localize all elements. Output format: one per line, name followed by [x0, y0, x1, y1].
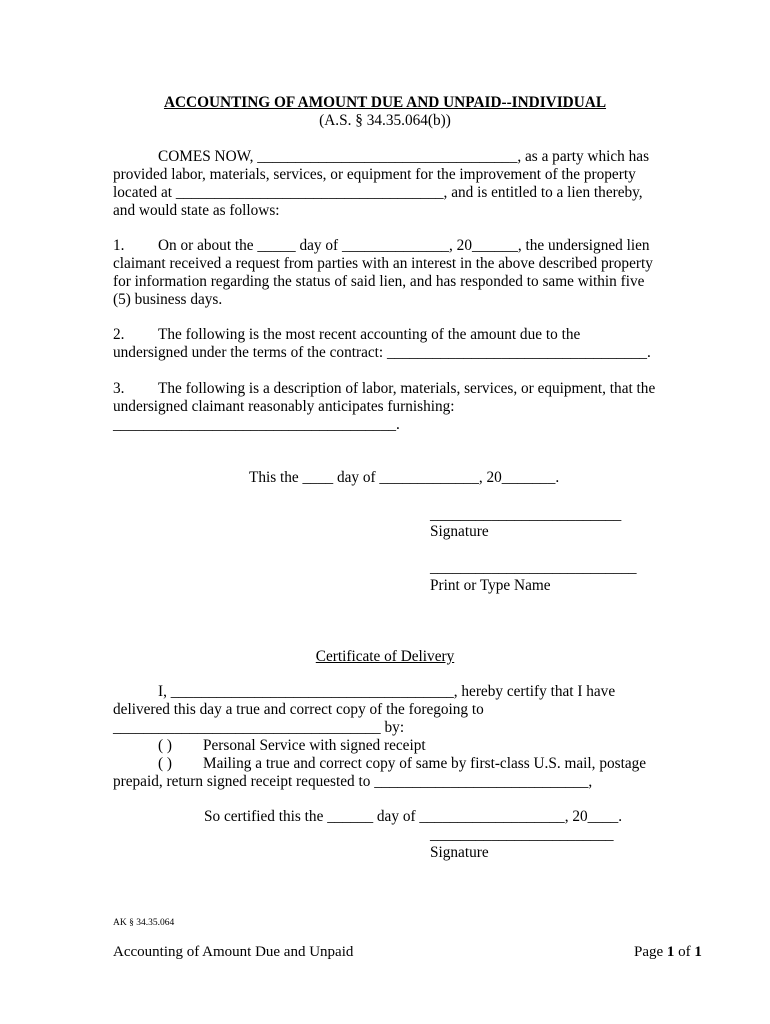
option-mail-text: Mailing a true and correct copy of same by first-class U.S. mail, postage [203, 755, 647, 772]
certified-date-line: So certified this the ______ day of ___________________, 20____. [204, 808, 623, 825]
item-1 [113, 237, 658, 309]
item-1-text: On or about the _____ day of ______________, 20______, the undersigned lien claimant received a request from parties with an interest in the above described property for information regarding the status of said lien, and has responded to same within five (5) business days. [113, 237, 653, 308]
certificate-heading: Certificate of Delivery [315, 648, 455, 665]
item-1-number: 1. [113, 237, 125, 254]
signature-label: Signature [430, 523, 489, 540]
footer-document-name: Accounting of Amount Due and Unpaid [113, 944, 354, 960]
footer-page-number [634, 943, 702, 961]
signature-line: _________________________ [430, 506, 622, 523]
certificate-signature-label: Signature [430, 844, 489, 861]
item-3-number: 3. [113, 380, 125, 397]
item-3 [113, 380, 658, 434]
document-title: ACCOUNTING OF AMOUNT DUE AND UNPAID--INDIVIDUAL [163, 94, 607, 111]
option-mail-continuation: prepaid, return signed receipt requested to ____________________________, [113, 773, 593, 790]
page-current: 1 [666, 944, 675, 960]
page-of: of [674, 944, 695, 960]
intro-paragraph: COMES NOW, __________________________________, as a party which has provided labor, materials, services, or equipment for the improvement of the property located at ___________________________________, and is entitled to a lien thereby, and would state as follows: [113, 148, 650, 219]
certificate-line-1: I, _____________________________________, hereby certify that I have [158, 683, 616, 700]
option-personal-service-text: Personal Service with signed receipt [203, 737, 426, 754]
certificate-line-2: delivered this day a true and correct copy of the foregoing to [113, 701, 484, 718]
print-name-label: Print or Type Name [430, 577, 551, 594]
certificate-signature-line: ________________________ [430, 826, 614, 843]
statute-citation: (A.S. § 34.35.064(b)) [319, 112, 451, 129]
option-mail-checkbox: ( ) [158, 755, 173, 772]
page-prefix: Page [634, 944, 667, 960]
certificate-line-3: ___________________________________ by: [113, 719, 405, 736]
item-2 [113, 326, 658, 362]
dated-line: This the ____ day of _____________, 20_______. [249, 469, 560, 486]
item-2-text: The following is the most recent accounting of the amount due to the undersigned under the terms of the contract: __________________________________. [113, 326, 651, 361]
item-3-text: The following is a description of labor, materials, services, or equipment, that the undersigned claimant reasonably anticipates furnishing: _____________________________________. [113, 380, 656, 433]
page-total: 1 [694, 944, 702, 960]
option-personal-service-checkbox: ( ) [158, 737, 173, 754]
item-2-number: 2. [113, 326, 125, 343]
print-name-line: ___________________________ [430, 559, 637, 576]
footer-statute-code: AK § 34.35.064 [113, 918, 175, 928]
